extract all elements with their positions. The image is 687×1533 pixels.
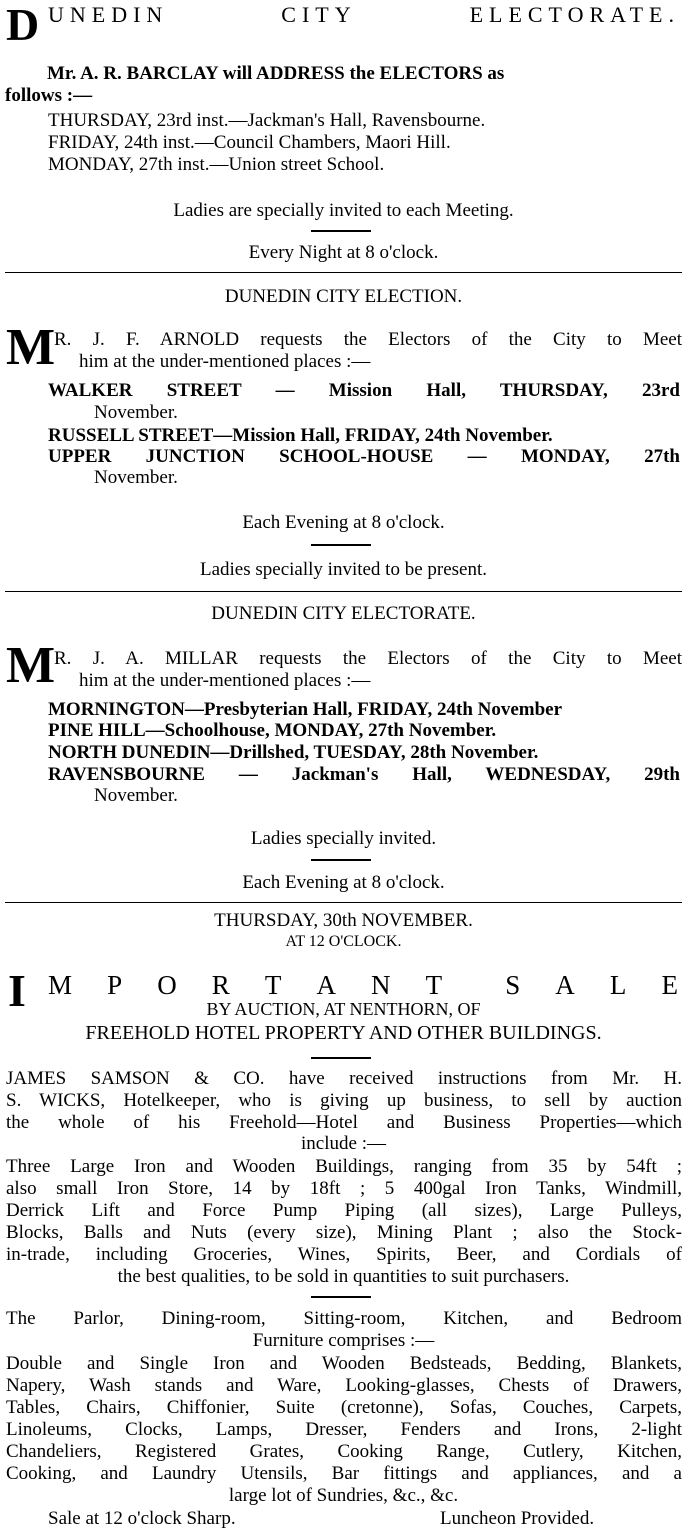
barclay-meeting-3: MONDAY, 27th inst.—Union street School. bbox=[48, 154, 385, 175]
barclay-meeting-1: THURSDAY, 23rd inst.—Jackman's Hall, Ravensbourne. bbox=[48, 110, 486, 131]
arnold-place-1-continued: November. bbox=[94, 402, 178, 423]
sale-para2-line2: also small Iron Store, 14 by 18ft ; 5 400gal Iron Tanks, Windmill, bbox=[6, 1178, 682, 1199]
sale-para4-line2: Napery, Wash stands and Ware, Looking-glasses, Chests of Drawers, bbox=[6, 1375, 682, 1396]
sale-para1-line3: the whole of his Freehold—Hotel and Business Properties—which bbox=[6, 1112, 682, 1133]
sale-footer-time: Sale at 12 o'clock Sharp. bbox=[48, 1508, 236, 1529]
sale-para2-line6: the best qualities, to be sold in quantities to suit purchasers. bbox=[117, 1266, 570, 1287]
sale-para4-line6: Cooking, and Laundry Utensils, Bar fittings and appliances, and a bbox=[6, 1463, 682, 1484]
arnold-intro-line-2: him at the under-mentioned places :— bbox=[79, 351, 371, 372]
sale-para2-line1: Three Large Iron and Wooden Buildings, ranging from 35 by 54ft ; bbox=[6, 1156, 682, 1177]
sale-para4-line3: Tables, Chairs, Chiffonier, Suite (cretonne), Sofas, Couches, Carpets, bbox=[6, 1397, 682, 1418]
sale-hour: AT 12 O'CLOCK. bbox=[285, 933, 402, 950]
arnold-time: Each Evening at 8 o'clock. bbox=[242, 512, 445, 533]
millar-drop-initial: M bbox=[6, 637, 56, 694]
millar-place-4: RAVENSBOURNE — Jackman's Hall, WEDNESDAY, 29th bbox=[48, 764, 680, 785]
barclay-ladies-note: Ladies are specially invited to each Meeting. bbox=[173, 200, 514, 221]
barclay-drop-initial: D bbox=[6, 0, 40, 50]
sale-para2-line4: Blocks, Balls and Nuts (every size), Mining Plant ; also the Stock- bbox=[6, 1222, 682, 1243]
barclay-heading: UNEDIN CITY ELECTORATE. bbox=[48, 2, 680, 27]
sale-para1-line4: include :— bbox=[301, 1133, 386, 1154]
sale-para4-line4: Linoleums, Clocks, Lamps, Dresser, Fenders and Irons, 2-light bbox=[6, 1419, 682, 1440]
short-divider bbox=[311, 544, 371, 546]
sale-footer-luncheon: Luncheon Provided. bbox=[440, 1508, 595, 1529]
barclay-intro-line-1: Mr. A. R. BARCLAY will ADDRESS the ELECTORS as bbox=[47, 63, 505, 84]
sale-para4-line7: large lot of Sundries, &c., &c. bbox=[228, 1485, 459, 1506]
arnold-place-3: UPPER JUNCTION SCHOOL-HOUSE — MONDAY, 27th bbox=[48, 446, 680, 467]
sale-para2-line3: Derrick Lift and Force Pump Piping (all sizes), Large Pulleys, bbox=[6, 1200, 682, 1221]
section-divider bbox=[5, 272, 682, 273]
sale-para1-line2: S. WICKS, Hotelkeeper, who is giving up business, to sell by auction bbox=[6, 1090, 682, 1111]
sale-para1-line1: JAMES SAMSON & CO. have received instructions from Mr. H. bbox=[6, 1068, 682, 1089]
barclay-time: Every Night at 8 o'clock. bbox=[248, 242, 439, 263]
arnold-place-3-continued: November. bbox=[94, 467, 178, 488]
arnold-drop-initial: M bbox=[6, 319, 56, 376]
sale-property: FREEHOLD HOTEL PROPERTY AND OTHER BUILDINGS. bbox=[85, 1022, 602, 1044]
section-divider bbox=[5, 902, 682, 903]
arnold-place-1: WALKER STREET — Mission Hall, THURSDAY, 23rd bbox=[48, 380, 680, 401]
arnold-intro-line-1: R. J. F. ARNOLD requests the Electors of the City to Meet bbox=[54, 329, 682, 350]
sale-title-initial: I bbox=[8, 965, 26, 1016]
millar-heading: DUNEDIN CITY ELECTORATE. bbox=[211, 603, 476, 624]
arnold-heading: DUNEDIN CITY ELECTION. bbox=[224, 286, 463, 307]
millar-place-2: PINE HILL—Schoolhouse, MONDAY, 27th November. bbox=[48, 720, 497, 741]
section-divider bbox=[5, 591, 682, 592]
sale-by-auction: BY AUCTION, AT NENTHORN, OF bbox=[206, 999, 481, 1019]
millar-place-1: MORNINGTON—Presbyterian Hall, FRIDAY, 24th November bbox=[48, 699, 563, 720]
sale-para4-line5: Chandeliers, Registered Grates, Cooking Range, Cutlery, Kitchen, bbox=[6, 1441, 682, 1462]
short-divider bbox=[311, 230, 371, 232]
millar-intro-line-2: him at the under-mentioned places :— bbox=[79, 670, 371, 691]
short-divider bbox=[311, 1057, 371, 1059]
barclay-meeting-2: FRIDAY, 24th inst.—Council Chambers, Maori Hill. bbox=[48, 132, 451, 153]
sale-title: M P O R T A N T S A L E bbox=[48, 970, 678, 1000]
arnold-ladies-note: Ladies specially invited to be present. bbox=[199, 559, 488, 580]
sale-para3-line1: The Parlor, Dining-room, Sitting-room, Kitchen, and Bedroom bbox=[6, 1308, 682, 1329]
sale-para3-line2: Furniture comprises :— bbox=[252, 1330, 435, 1351]
millar-ladies-note: Ladies specially invited. bbox=[250, 828, 437, 849]
millar-intro-line-1: R. J. A. MILLAR requests the Electors of the City to Meet bbox=[54, 648, 682, 669]
sale-date: THURSDAY, 30th NOVEMBER. bbox=[214, 910, 473, 931]
arnold-place-2: RUSSELL STREET—Mission Hall, FRIDAY, 24th November. bbox=[48, 425, 553, 446]
sale-para2-line5: in-trade, including Groceries, Wines, Spirits, Beer, and Cordials of bbox=[6, 1244, 682, 1265]
millar-place-4-continued: November. bbox=[94, 785, 178, 806]
short-divider bbox=[311, 1296, 371, 1298]
millar-time: Each Evening at 8 o'clock. bbox=[242, 872, 445, 893]
millar-place-3: NORTH DUNEDIN—Drillshed, TUESDAY, 28th November. bbox=[48, 742, 539, 763]
short-divider bbox=[311, 859, 371, 861]
barclay-intro-line-2: follows :— bbox=[5, 85, 93, 106]
sale-para4-line1: Double and Single Iron and Wooden Bedsteads, Bedding, Blankets, bbox=[6, 1353, 682, 1374]
